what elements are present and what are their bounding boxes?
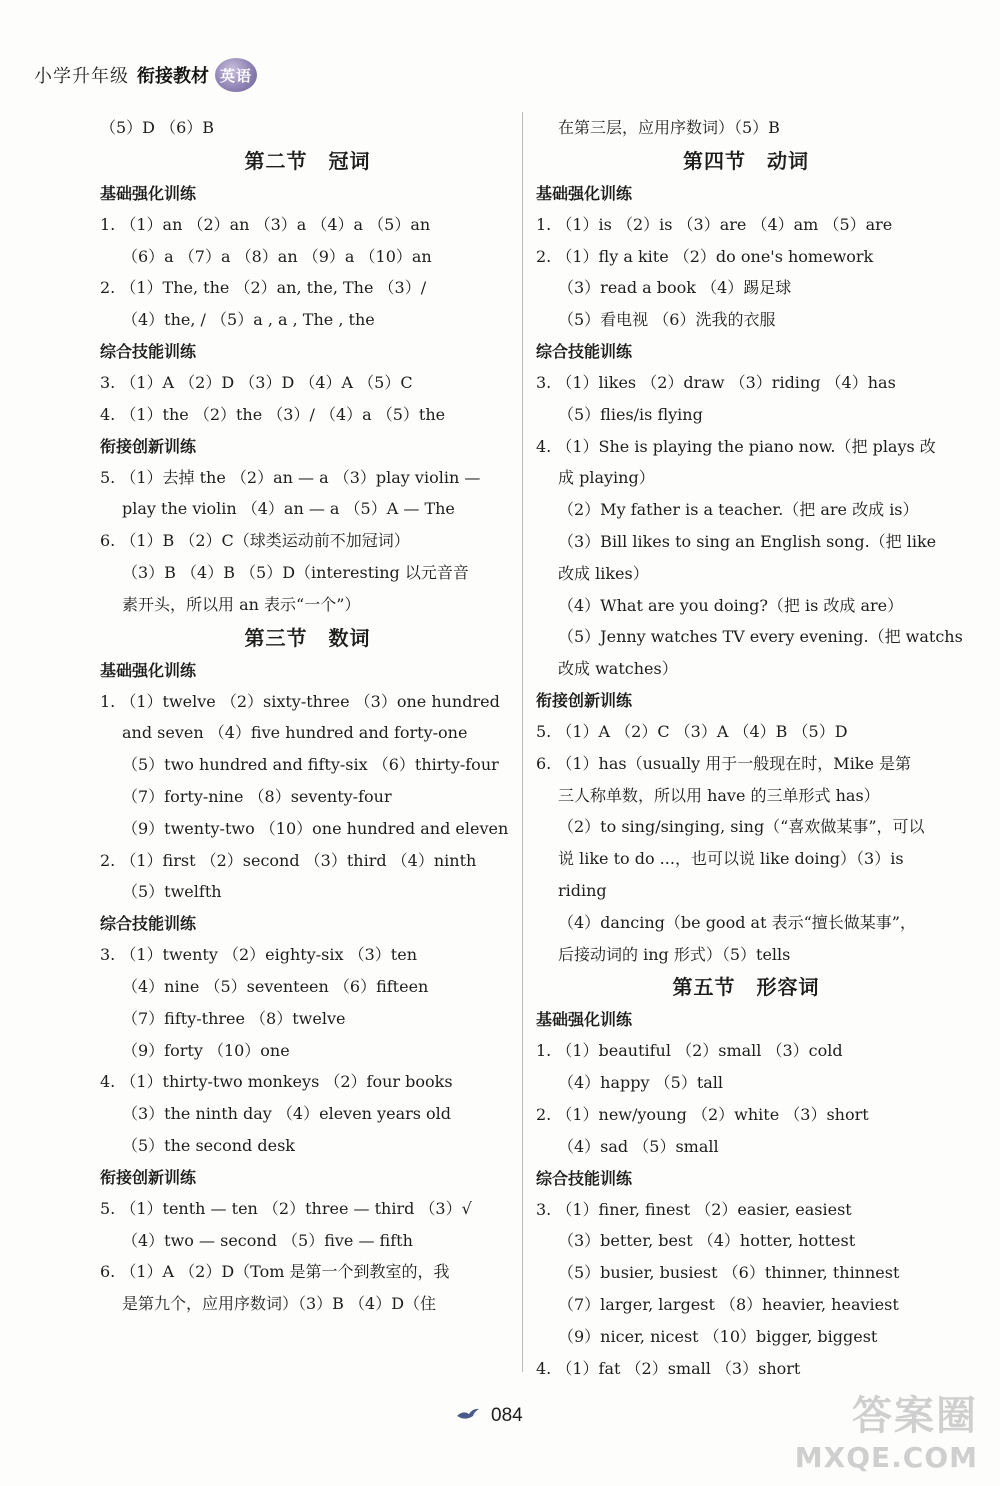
answer-line-continued: 素开头，所以用 an 表示“一个”） bbox=[122, 594, 361, 614]
answer-line-continued: 改成 watches） bbox=[558, 659, 678, 679]
answer-line-continued: （9）twenty-two （10）one hundred and eleven bbox=[122, 818, 509, 838]
subject-badge: 英语 bbox=[215, 58, 257, 92]
answer-line: 3. （1）likes （2）draw （3）riding （4）has bbox=[536, 372, 896, 392]
subsection-title: 衔接创新训练 bbox=[536, 690, 633, 710]
answer-line-continued: （9）forty （10）one bbox=[122, 1040, 290, 1060]
answer-line-continued: （4）the, / （5）a , a , The , the bbox=[122, 310, 375, 330]
answer-line: 4. （1）She is playing the piano now.（把 plays 改 bbox=[536, 436, 936, 456]
section-title: 第三节 数词 bbox=[244, 625, 371, 650]
answer-line: 5. （1）去掉 the （2）an — a （3）play violin — bbox=[100, 467, 481, 487]
answer-line: 5. （1）tenth — ten （2）three — third （3）√ bbox=[100, 1198, 472, 1218]
subsection-title: 综合技能训练 bbox=[536, 1168, 633, 1188]
section-title: 第二节 冠词 bbox=[244, 148, 371, 173]
subsection-title: 基础强化训练 bbox=[536, 183, 633, 203]
answer-line-continued: （9）nicer, nicest （10）bigger, biggest bbox=[558, 1326, 878, 1346]
page-number: 084 bbox=[491, 1405, 523, 1426]
answer-line: 3. （1）A （2）D （3）D （4）A （5）C bbox=[100, 372, 413, 392]
page-footer bbox=[455, 1405, 523, 1427]
answer-line: 4. （1）the （2）the （3）/ （4）a （5）the bbox=[100, 404, 446, 424]
subsection-title: 基础强化训练 bbox=[536, 1010, 633, 1030]
series-title: 小学升年级 bbox=[34, 66, 129, 87]
answer-line: 2. （1）fly a kite （2）do one's homework bbox=[536, 246, 874, 266]
section-title: 第四节 动词 bbox=[683, 148, 809, 173]
answer-line-continued: （4）happy （5）tall bbox=[558, 1073, 724, 1093]
answer-line-continued: 三人称单数，所以用 have 的三单形式 has） bbox=[558, 785, 880, 805]
answer-line-continued: （5）busier, busiest （6）thinner, thinnest bbox=[558, 1263, 900, 1283]
section-title: 第五节 形容词 bbox=[672, 975, 820, 1000]
bird-icon bbox=[455, 1406, 481, 1426]
answer-line-continued: （3）B （4）B （5）D（interesting 以元音音 bbox=[122, 562, 469, 582]
answer-line-continued: （4）nine （5）seventeen （6）fifteen bbox=[122, 976, 429, 996]
watermark-url: MXQE.COM bbox=[794, 1441, 978, 1474]
answer-line-continued: （4）What are you doing?（把 is 改成 are） bbox=[558, 595, 904, 615]
answer-line: 6. （1）has（usually 用于一般现在时，Mike 是第 bbox=[536, 753, 912, 773]
answer-line: 4. （1）thirty-two monkeys （2）four books bbox=[100, 1072, 453, 1092]
answer-line-continued: （5）twelfth bbox=[122, 882, 222, 902]
answer-line-continued: （2）My father is a teacher.（把 are 改成 is） bbox=[558, 500, 919, 520]
answer-line: 1. （1）beautiful （2）small （3）cold bbox=[536, 1041, 843, 1061]
answer-line: 2. （1）new/young （2）white （3）short bbox=[536, 1104, 869, 1124]
answer-line-continued: play the violin （4）an — a （5）A — The bbox=[122, 499, 455, 519]
answer-line: 6. （1）B （2）C（球类运动前不加冠词） bbox=[100, 531, 410, 551]
answer-line-continued: （3）better, best （4）hotter, hottest bbox=[558, 1231, 856, 1251]
watermark bbox=[795, 1384, 978, 1474]
answer-line-continued: 说 like to do ...，也可以说 like doing）（3）is bbox=[558, 849, 904, 869]
answer-line-continued: （3）Bill likes to sing an English song.（把 like bbox=[558, 531, 937, 551]
answer-line-continued: 改成 likes） bbox=[558, 563, 649, 583]
answer-line-continued: （5）the second desk bbox=[122, 1135, 295, 1155]
answer-line: 5. （1）A （2）C （3）A （4）B （5）D bbox=[536, 721, 848, 741]
answer-line-continued: （7）fifty-three （8）twelve bbox=[122, 1008, 346, 1028]
subsection-title: 基础强化训练 bbox=[100, 660, 197, 680]
page-header bbox=[34, 58, 257, 92]
answer-line-continued: （5）two hundred and fifty-six （6）thirty-four bbox=[122, 755, 499, 775]
answer-line-continued: （3）the ninth day （4）eleven years old bbox=[122, 1104, 452, 1124]
answer-line-continued: （7）larger, largest （8）heavier, heaviest bbox=[558, 1294, 899, 1314]
answer-line: （5）D （6）B bbox=[100, 118, 215, 137]
answer-line-continued: （5）flies/is flying bbox=[558, 404, 703, 424]
book-title: 衔接教材 bbox=[137, 66, 209, 87]
answer-line: 1. （1）is （2）is （3）are （4）am （5）are bbox=[536, 214, 893, 234]
answer-line: 2. （1）The, the （2）an, the, The （3）/ bbox=[100, 278, 427, 298]
watermark-text: 答案圈 bbox=[852, 1393, 978, 1439]
answer-line: 1. （1）an （2）an （3）a （4）a （5）an bbox=[100, 214, 431, 234]
answer-line-continued: 是第九个，应用序数词）（3）B （4）D（住 bbox=[122, 1294, 437, 1314]
answer-line-continued: and seven （4）five hundred and forty-one bbox=[122, 723, 468, 743]
subsection-title: 基础强化训练 bbox=[100, 183, 197, 203]
answer-line: 2. （1）first （2）second （3）third （4）ninth bbox=[100, 850, 477, 870]
answer-line-continued: 在第三层，应用序数词）（5）B bbox=[558, 118, 780, 137]
right-column bbox=[536, 112, 963, 1384]
column-divider bbox=[522, 112, 523, 1372]
answer-line: 4. （1）fat （2）small （3）short bbox=[536, 1358, 801, 1378]
answer-line-continued: （4）sad （5）small bbox=[558, 1136, 719, 1156]
subsection-title: 综合技能训练 bbox=[100, 341, 197, 361]
answer-line-continued: （5）Jenny watches TV every evening.（把 watchs bbox=[558, 627, 963, 647]
subsection-title: 衔接创新训练 bbox=[100, 1167, 197, 1187]
answer-line-continued: （5）看电视 （6）洗我的衣服 bbox=[558, 310, 776, 330]
answer-line: 3. （1）finer, finest （2）easier, easiest bbox=[536, 1199, 852, 1219]
answer-line-continued: riding bbox=[558, 880, 607, 900]
answer-line-continued: （4）dancing（be good at 表示“擅长做某事”， bbox=[558, 912, 916, 932]
subsection-title: 综合技能训练 bbox=[100, 914, 197, 934]
answer-line-continued: 后接动词的 ing 形式）（5）tells bbox=[558, 944, 791, 964]
left-column bbox=[100, 112, 515, 1320]
answer-line-continued: （7）forty-nine （8）seventy-four bbox=[122, 786, 392, 806]
answer-line-continued: （2）to sing/singing, sing（“喜欢做某事”，可以 bbox=[558, 817, 925, 837]
subsection-title: 综合技能训练 bbox=[536, 341, 633, 361]
answer-line-continued: （3）read a book （4）踢足球 bbox=[558, 278, 792, 298]
answer-line-continued: （6）a （7）a （8）an （9）a （10）an bbox=[122, 246, 432, 266]
subsection-title: 衔接创新训练 bbox=[100, 436, 197, 456]
answer-line-continued: （4）two — second （5）five — fifth bbox=[122, 1230, 413, 1250]
answer-line: 1. （1）twelve （2）sixty-three （3）one hundred bbox=[100, 691, 500, 711]
answer-line: 3. （1）twenty （2）eighty-six （3）ten bbox=[100, 945, 417, 965]
answer-line-continued: 成 playing） bbox=[558, 468, 655, 488]
answer-line: 6. （1）A （2）D（Tom 是第一个到教室的，我 bbox=[100, 1262, 450, 1282]
